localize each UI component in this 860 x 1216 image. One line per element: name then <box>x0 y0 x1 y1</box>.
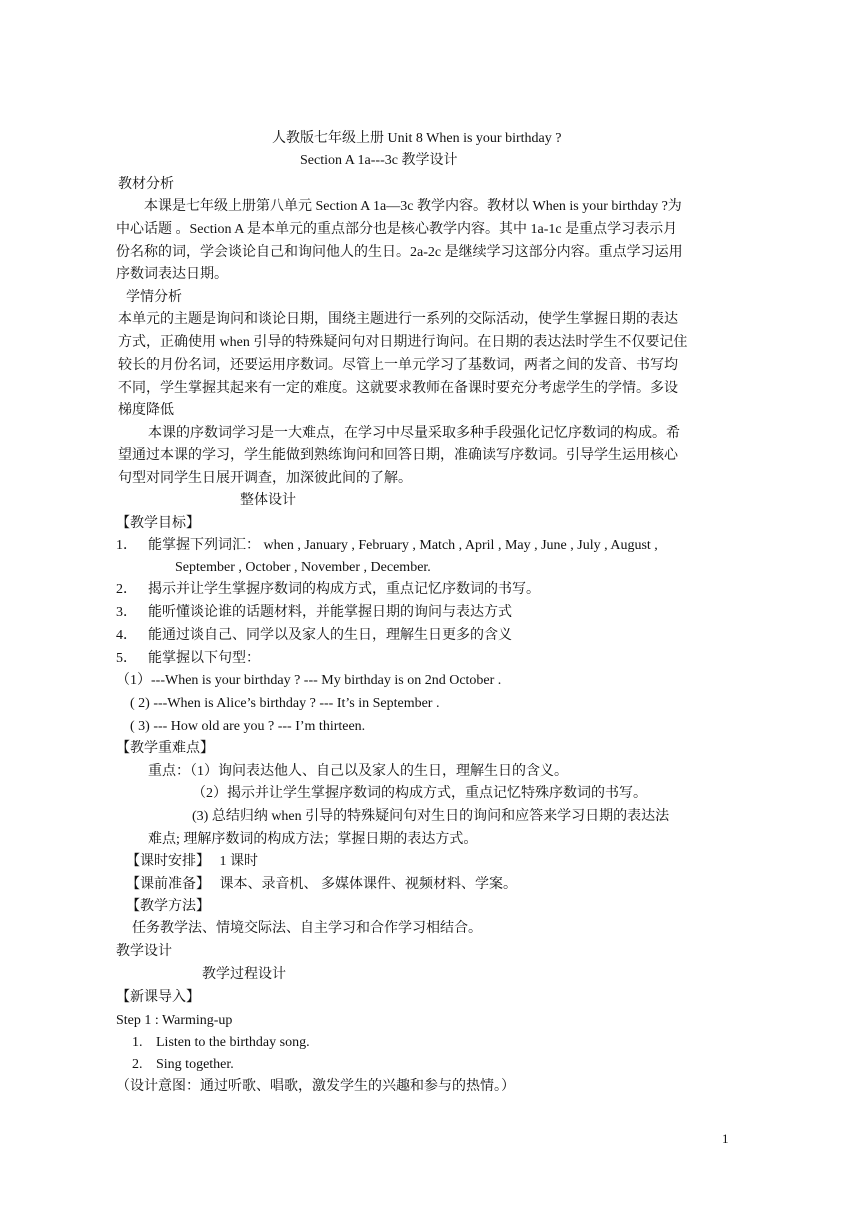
section-heading-process: 教学过程设计 <box>202 967 286 982</box>
schedule-row <box>126 853 258 871</box>
method-text: 任务教学法、情境交际法、自主学习和合作学习相结合。 <box>132 921 482 936</box>
step-title: Step 1 : Warming-up <box>116 1013 233 1028</box>
section-heading-textbook-analysis: 教材分析 <box>118 177 174 192</box>
sentence-pattern: ( 2) ---When is Alice’s birthday ? --- It’s in September . <box>130 696 440 711</box>
goal-item <box>116 604 512 622</box>
paragraph-line: 梯度降低 <box>118 403 174 418</box>
preparation-label: 【课前准备】 <box>126 877 210 892</box>
goal-number: 5． <box>116 651 137 666</box>
step-item-text: Sing together. <box>156 1057 234 1072</box>
paragraph-line: 本单元的主题是询问和谈论日期，围绕主题进行一系列的交际活动，使学生掌握日期的表达 <box>118 312 678 327</box>
goal-item-continuation: September , October , November , December. <box>175 560 431 575</box>
goal-text: 能通过谈自己、同学以及家人的生日，理解生日更多的含义 <box>148 628 512 643</box>
goal-number: 3． <box>116 605 137 620</box>
goal-item <box>116 537 658 555</box>
step-item <box>132 1034 310 1052</box>
document-subtitle: Section A 1a---3c 教学设计 <box>300 153 458 168</box>
section-heading-teaching-design: 教学设计 <box>116 944 172 959</box>
goal-text: 能听懂谈论谁的话题材料，并能掌握日期的询问与表达方式 <box>148 605 512 620</box>
schedule-value: 1 课时 <box>219 854 258 869</box>
step-item <box>132 1056 234 1074</box>
preparation-row <box>126 876 517 894</box>
paragraph-line: 本课是七年级上册第八单元 Section A 1a—3c 教学内容。教材以 When is your birthday ?为 <box>144 199 682 214</box>
goal-number: 4． <box>116 628 137 643</box>
section-heading-intro: 【新课导入】 <box>116 990 200 1005</box>
document-title: 人教版七年级上册 Unit 8 When is your birthday ? <box>272 131 562 146</box>
section-heading-overall-design: 整体设计 <box>240 493 296 508</box>
paragraph-line: 句型对同学生日展开调查，加深彼此间的了解。 <box>118 471 412 486</box>
step-item-text: Listen to the birthday song. <box>156 1035 310 1050</box>
paragraph-line: 方式，正确使用 when 引导的特殊疑问句对日期进行询问。在日期的表达法时学生不仅要记住 <box>118 335 688 350</box>
sentence-pattern: （1）---When is your birthday ? --- My birthday is on 2nd October . <box>116 673 502 688</box>
step-item-number: 2. <box>132 1057 143 1072</box>
section-heading-goals: 【教学目标】 <box>116 516 200 531</box>
paragraph-line: 较长的月份名词，还要运用序数词。尽管上一单元学习了基数词，两者之间的发音、书写均 <box>118 358 678 373</box>
keypoint-line: 重点：（1）询问表达他人、自己以及家人的生日，理解生日的含义。 <box>148 764 568 779</box>
paragraph-line: 本课的序数词学习是一大难点，在学习中尽量采取多种手段强化记忆序数词的构成。希 <box>148 426 680 441</box>
page-number: 1 <box>722 1131 729 1146</box>
goal-item <box>116 627 512 645</box>
design-intent-note: （设计意图：通过听歌、唱歌，激发学生的兴趣和参与的热情。） <box>116 1079 515 1094</box>
goal-text: 能掌握下列词汇： when , January , February , Match , April , May , June , July , August , <box>148 538 658 553</box>
goal-item <box>116 650 260 668</box>
paragraph-line: 望通过本课的学习，学生能做到熟练询问和回答日期，准确读写序数词。引导学生运用核心 <box>118 448 678 463</box>
preparation-value: 课本、录音机、 多媒体课件、视频材料、学案。 <box>219 877 517 892</box>
goal-number: 2． <box>116 582 137 597</box>
goal-text: 揭示并让学生掌握序数词的构成方式，重点记忆序数词的书写。 <box>148 582 540 597</box>
goal-number: 1． <box>116 538 137 553</box>
goal-item <box>116 581 540 599</box>
keypoint-line: 难点; 理解序数词的构成方法；掌握日期的表达方式。 <box>148 832 478 847</box>
section-heading-keypoints: 【教学重难点】 <box>116 741 214 756</box>
step-item-number: 1. <box>132 1035 143 1050</box>
section-heading-method: 【教学方法】 <box>126 899 210 914</box>
paragraph-line: 中心话题 。Section A 是本单元的重点部分也是核心教学内容。其中 1a-1c 是重点学习表示月 <box>116 222 678 237</box>
keypoint-line: (3) 总结归纳 when 引导的特殊疑问句对生日的询问和应答来学习日期的表达法 <box>192 809 670 824</box>
paragraph-line: 不同，学生掌握其起来有一定的难度。这就要求教师在备课时要充分考虑学生的学情。多设 <box>118 381 678 396</box>
sentence-pattern: ( 3) --- How old are you ? --- I’m thirteen. <box>130 719 366 734</box>
paragraph-line: 序数词表达日期。 <box>116 267 228 282</box>
paragraph-line: 份名称的词，学会谈论自己和询问他人的生日。2a-2c 是继续学习这部分内容。重点学习运用 <box>116 245 683 260</box>
schedule-label: 【课时安排】 <box>126 854 210 869</box>
section-heading-student-analysis: 学情分析 <box>126 290 182 305</box>
goal-text: 能掌握以下句型： <box>148 651 260 666</box>
keypoint-line: （2）揭示并让学生掌握序数词的构成方式，重点记忆特殊序数词的书写。 <box>192 786 647 801</box>
